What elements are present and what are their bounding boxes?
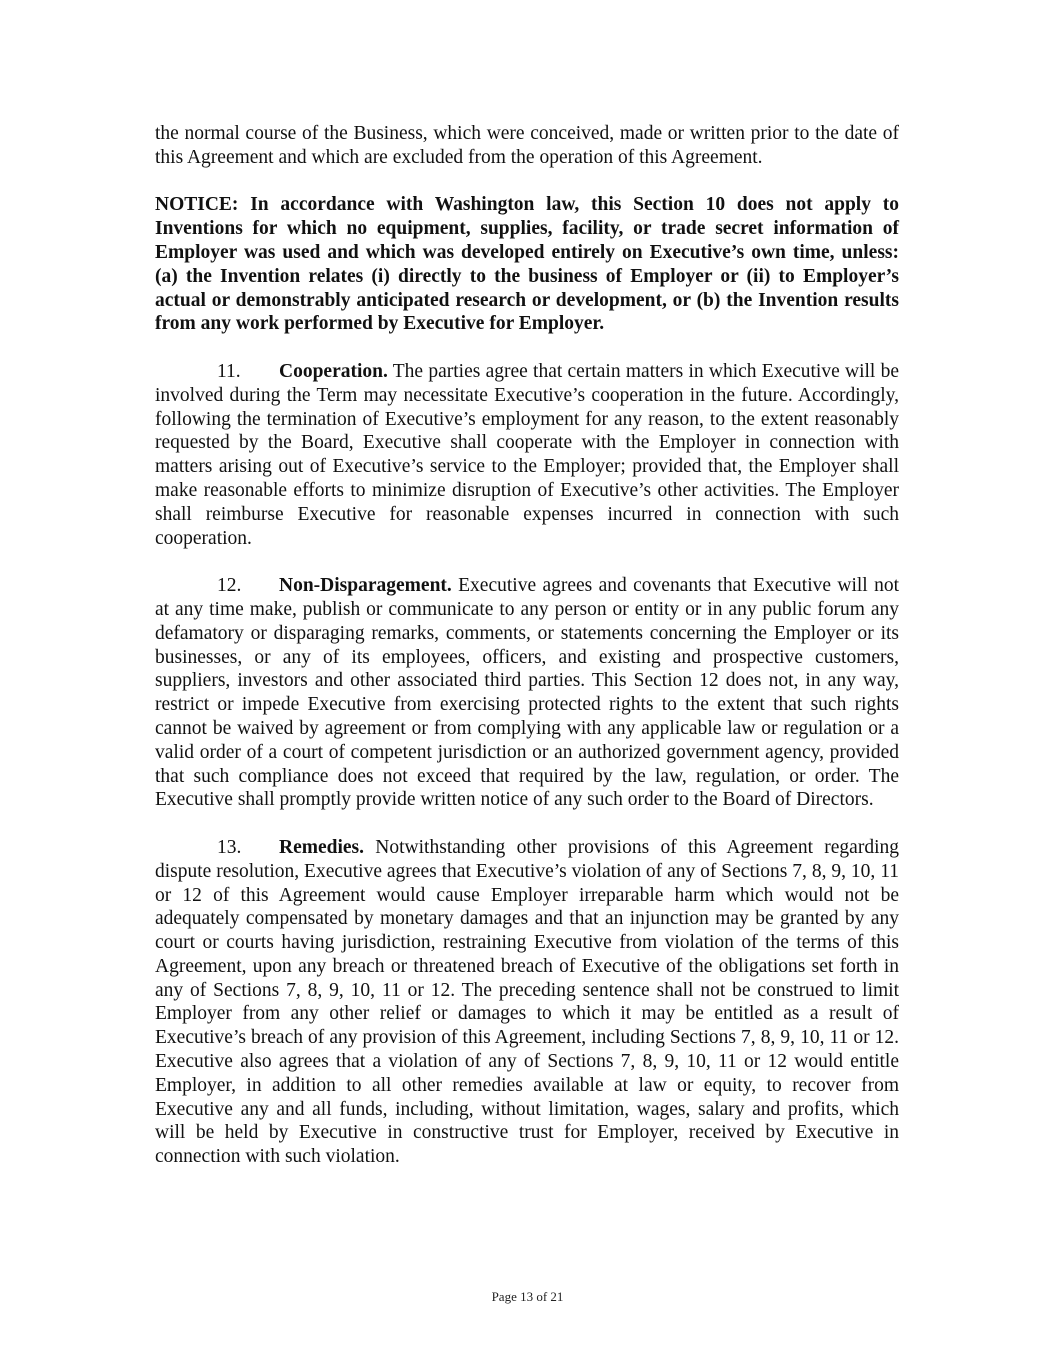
section-title: Remedies. (279, 836, 365, 858)
page-number-footer: Page 13 of 21 (491, 1289, 564, 1304)
section-title: Non-Disparagement. (279, 575, 452, 597)
section-11-cooperation (155, 360, 899, 550)
continuation-paragraph: the normal course of the Business, which were conceived, made or written prior to the date of this Agreement and which are excluded from the operation of this Agreement. (155, 123, 899, 168)
section-number: 13. (217, 836, 242, 858)
section-body: The parties agree that certain matters in which Executive will be involved during the Term may necessitate Executive’s cooperation in the future. Accordingly, following the termination of Executive’s employment for any reason, to the extent reasonably requested by the Board, Executive shall cooperate with the Employer in connection with matters arising out of Executive’s service to the Employer; provided that, the Employer shall make reasonable efforts to minimize disruption of Executive’s other activities. The Employer shall reimburse Executive for reasonable expenses incurred in connection with such cooperation. (155, 360, 899, 549)
section-number: 12. (217, 575, 242, 597)
section-number: 11. (217, 360, 241, 382)
washington-law-notice: NOTICE: In accordance with Washington law, this Section 10 does not apply to Inventions for which no equipment, supplies, facility, or trade secret information of Employer was used and which was developed entirely on Executive’s own time, unless: (a) the Invention relates (i) directly to the business of Employer or (ii) to Employer’s actual or demonstrably anticipated research or development, or (b) the Invention results from any work performed by Executive for Employer. (155, 194, 899, 335)
document-page (155, 122, 899, 1193)
section-body: Notwithstanding other provisions of this Agreement regarding dispute resolution, Executive agrees that Executive’s violation of any of Sections 7, 8, 9, 10, 11 or 12 of this Agreement would cause Employer irreparable harm which would not be adequately compensated by monetary damages and that an injunction may be granted by any court or courts having jurisdiction, restraining Executive from violation of the terms of this Agreement, upon any breach or threatened breach of Executive of the obligations set forth in any of Sections 7, 8, 9, 10, 11 or 12. The preceding sentence shall not be construed to limit Employer from any other relief or damages to which it may be entitled as a result of Executive’s breach of any provision of this Agreement, including Sections 7, 8, 9, 10, 11 or 12. Executive also agrees that a violation of any of Sections 7, 8, 9, 10, 11 or 12 would entitle Employer, in addition to all other remedies available at law or equity, to recover from Executive any and all funds, including, without limitation, wages, salary and profits, which will be held by Executive in constructive trust for Employer, received by Executive in connection with such violation. (155, 836, 899, 1168)
section-12-non-disparagement (155, 574, 899, 812)
section-title: Cooperation. (279, 360, 388, 382)
section-13-remedies (155, 836, 899, 1169)
section-body: Executive agrees and covenants that Executive will not at any time make, publish or communicate to any person or entity or in any public forum any defamatory or disparaging remarks, comments, or statements concerning the Employer or its businesses, or any of its employees, officers, and existing and prospective customers, suppliers, investors and other associated third parties. This Section 12 does not, in any way, restrict or impede Executive from exercising protected rights to the extent that such rights cannot be waived by agreement or from complying with any applicable law or regulation or a valid order of a court of competent jurisdiction or an authorized government agency, provided that such compliance does not exceed that required by the law, regulation, or order. The Executive shall promptly provide written notice of any such order to the Board of Directors. (155, 575, 899, 811)
